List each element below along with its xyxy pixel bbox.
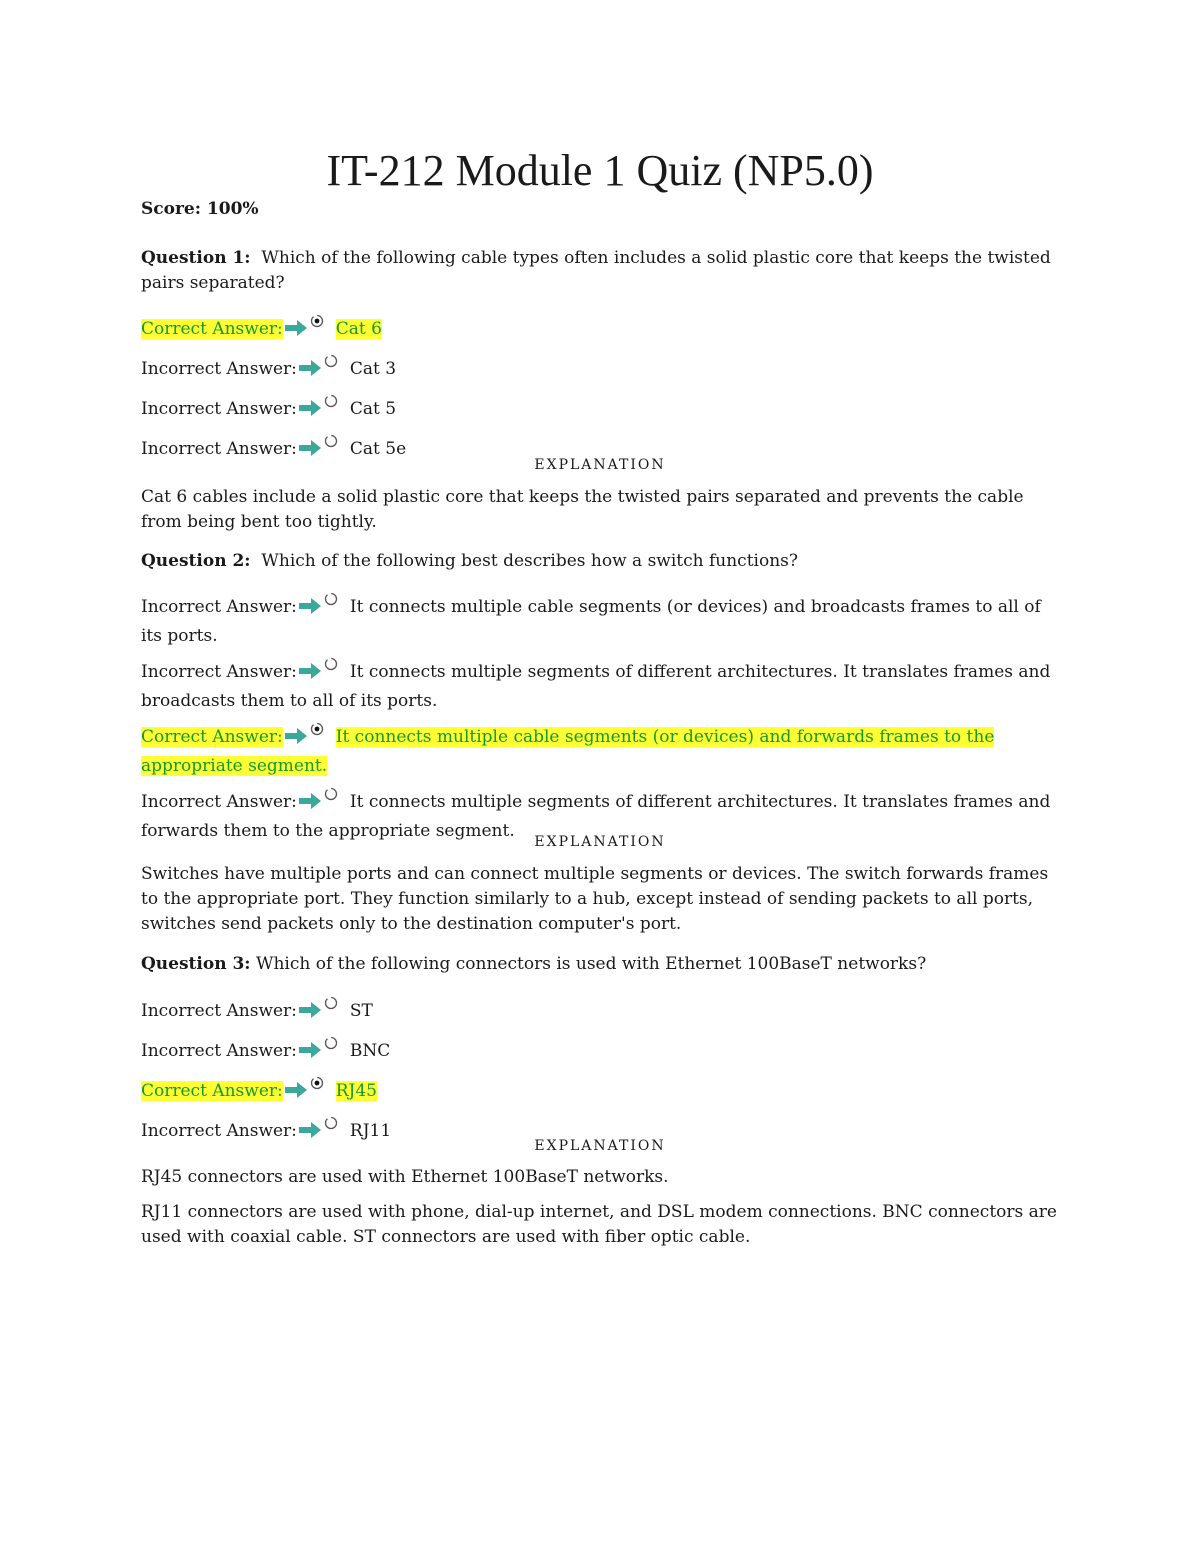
question-1 xyxy=(141,246,1059,296)
right-arrow-icon xyxy=(298,1041,322,1067)
answer-row xyxy=(141,350,1059,385)
answer-text: BNC xyxy=(349,1041,391,1061)
question-label: Question 2: xyxy=(141,551,251,571)
radio-selected-icon xyxy=(310,1072,324,1098)
answer-row xyxy=(141,653,1059,714)
answer-text: It connects multiple cable segments (or devices) and broadcasts frames to all of its ports. xyxy=(141,597,1041,646)
answer-prefix: Incorrect Answer: xyxy=(141,399,297,419)
answer-prefix: Incorrect Answer: xyxy=(141,662,297,682)
question-text: Which of the following connectors is used with Ethernet 100BaseT networks? xyxy=(256,954,927,974)
right-arrow-icon xyxy=(298,662,322,688)
answer-row xyxy=(141,310,1059,345)
page-title: IT-212 Module 1 Quiz (NP5.0) xyxy=(326,146,874,195)
answer-text: Cat 6 xyxy=(335,319,382,339)
answer-row xyxy=(141,588,1059,649)
question-3 xyxy=(141,952,1059,977)
radio-empty-icon xyxy=(324,350,338,376)
question-label: Question 1: xyxy=(141,248,251,268)
radio-empty-icon xyxy=(324,588,338,614)
answer-row xyxy=(141,1032,1059,1067)
answer-prefix: Incorrect Answer: xyxy=(141,1121,297,1141)
explanation-heading: EXPLANATION xyxy=(534,457,666,473)
answer-text: It connects multiple segments of different architectures. It translates frames and broadcasts them to all of its ports. xyxy=(141,662,1051,711)
question-2 xyxy=(141,549,1059,574)
question-label: Question 3: xyxy=(141,954,251,974)
radio-empty-icon xyxy=(324,430,338,456)
radio-selected-icon xyxy=(310,718,324,744)
right-arrow-icon xyxy=(284,1081,308,1107)
right-arrow-icon xyxy=(298,792,322,818)
answer-text: RJ45 xyxy=(335,1081,377,1101)
answer-text: ST xyxy=(349,1001,373,1021)
explanation-text: Switches have multiple ports and can connect multiple segments or devices. The switch forwards frames to the appropriate port. They function similarly to a hub, except instead of sending packets to all ports, switches send packets only to the destination computer's port. xyxy=(141,864,1049,934)
score-value: 100% xyxy=(206,199,259,219)
answer-prefix: Incorrect Answer: xyxy=(141,597,297,617)
answer-text: It connects multiple segments of different architectures. It translates frames and forwards them to the appropriate segment. xyxy=(141,792,1051,841)
explanation-heading: EXPLANATION xyxy=(534,834,666,850)
answer-row xyxy=(141,992,1059,1027)
answer-prefix: Correct Answer: xyxy=(141,1081,283,1101)
radio-empty-icon xyxy=(324,653,338,679)
radio-empty-icon xyxy=(324,1112,338,1138)
score-label: Score: xyxy=(141,199,202,219)
answer-row xyxy=(141,1072,1059,1107)
answer-text: Cat 5e xyxy=(349,439,407,459)
radio-empty-icon xyxy=(324,1032,338,1058)
answer-row xyxy=(141,718,1059,779)
answer-prefix: Incorrect Answer: xyxy=(141,359,297,379)
radio-empty-icon xyxy=(324,390,338,416)
radio-empty-icon xyxy=(324,783,338,809)
right-arrow-icon xyxy=(298,597,322,623)
answer-prefix: Incorrect Answer: xyxy=(141,1001,297,1021)
answer-text: It connects multiple cable segments (or devices) and forwards frames to the appropriate segment. xyxy=(141,727,995,776)
explanation-heading: EXPLANATION xyxy=(534,1138,666,1154)
answer-row xyxy=(141,390,1059,425)
answer-prefix: Correct Answer: xyxy=(141,319,283,339)
radio-selected-icon xyxy=(310,310,324,336)
answer-prefix: Correct Answer: xyxy=(141,727,283,747)
answer-text: Cat 3 xyxy=(349,359,397,379)
explanation-text: Cat 6 cables include a solid plastic core that keeps the twisted pairs separated and prevents the cable from being bent too tightly. xyxy=(141,487,1024,532)
right-arrow-icon xyxy=(284,319,308,345)
answer-prefix: Incorrect Answer: xyxy=(141,1041,297,1061)
score-line xyxy=(141,197,259,221)
explanation-text: RJ45 connectors are used with Ethernet 100BaseT networks. xyxy=(141,1167,669,1187)
right-arrow-icon xyxy=(298,359,322,385)
radio-empty-icon xyxy=(324,992,338,1018)
question-text: Which of the following cable types often includes a solid plastic core that keeps the twisted pairs separated? xyxy=(141,248,1051,293)
answer-text: RJ11 xyxy=(349,1121,392,1141)
right-arrow-icon xyxy=(298,1001,322,1027)
right-arrow-icon xyxy=(284,727,308,753)
answer-text: Cat 5 xyxy=(349,399,397,419)
explanation-text: RJ11 connectors are used with phone, dial-up internet, and DSL modem connections. BNC connectors are used with coaxial cable. ST connectors are used with fiber optic cable. xyxy=(141,1202,1057,1247)
question-text: Which of the following best describes how a switch functions? xyxy=(261,551,798,571)
answer-prefix: Incorrect Answer: xyxy=(141,439,297,459)
right-arrow-icon xyxy=(298,399,322,425)
answer-prefix: Incorrect Answer: xyxy=(141,792,297,812)
